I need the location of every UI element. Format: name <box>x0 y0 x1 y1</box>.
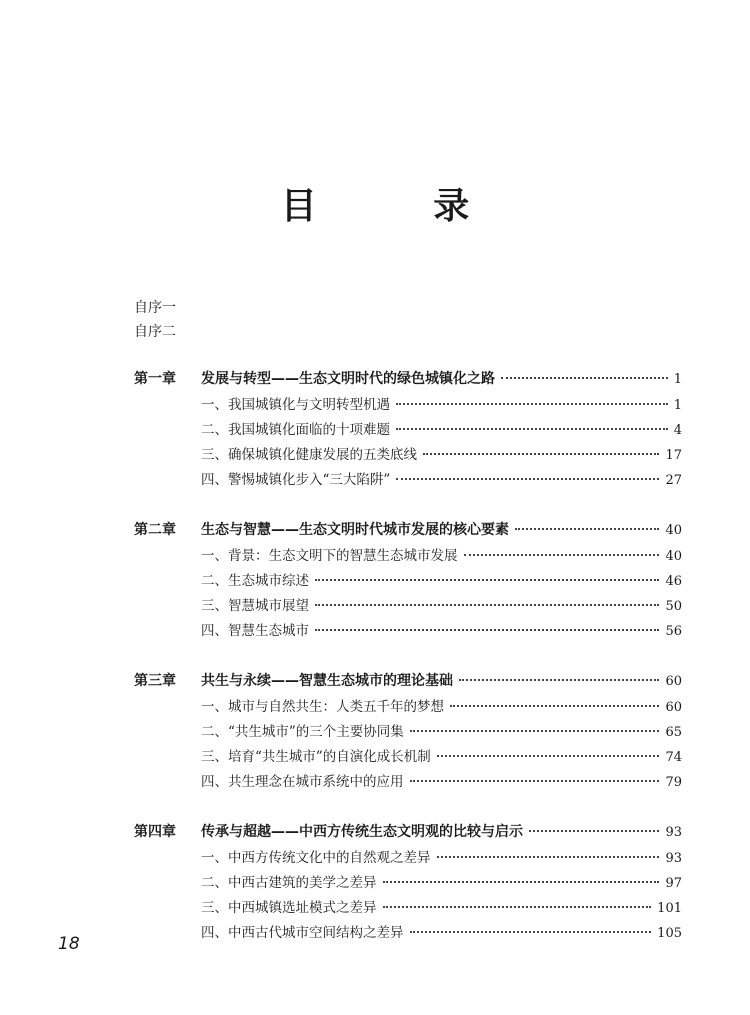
section-entry[interactable] <box>134 770 682 795</box>
chapter-entry[interactable] <box>134 821 682 846</box>
chapter-title: 共生与永续——智慧生态城市的理论基础 <box>201 673 453 689</box>
section-title: 一、我国城镇化与文明转型机遇 <box>201 397 390 413</box>
section-page: 50 <box>665 599 682 614</box>
leader-dots <box>383 906 652 908</box>
section-page: 97 <box>665 876 682 891</box>
chapter-page: 1 <box>673 372 682 387</box>
leader-dots <box>315 604 659 606</box>
section-page: 4 <box>673 423 682 438</box>
chapter-title: 传承与超越——中西方传统生态文明观的比较与启示 <box>201 824 523 840</box>
section-entry[interactable] <box>134 544 682 569</box>
leader-dots <box>315 579 659 581</box>
section-title: 三、确保城镇化健康发展的五类底线 <box>201 447 417 463</box>
section-entry[interactable] <box>134 468 682 493</box>
section-page: 46 <box>665 574 682 589</box>
section-title: 二、中西古建筑的美学之差异 <box>201 875 377 891</box>
section-entry[interactable] <box>134 846 682 871</box>
leader-dots <box>459 679 659 681</box>
section-page: 56 <box>665 624 682 639</box>
section-page: 74 <box>665 750 682 765</box>
chapter-title: 发展与转型——生态文明时代的绿色城镇化之路 <box>201 371 495 387</box>
preface-list <box>134 296 176 344</box>
section-entry[interactable] <box>134 569 682 594</box>
section-page: 1 <box>673 398 682 413</box>
leader-dots <box>515 528 659 530</box>
chapter-entry[interactable] <box>134 519 682 544</box>
section-entry[interactable] <box>134 921 682 946</box>
section-entry[interactable] <box>134 393 682 418</box>
section-page: 27 <box>665 473 682 488</box>
leader-dots <box>383 881 660 883</box>
chapter-number: 第四章 <box>134 824 176 840</box>
chapter-block <box>134 368 682 493</box>
section-entry[interactable] <box>134 443 682 468</box>
section-entry[interactable] <box>134 695 682 720</box>
section-title: 二、“共生城市”的三个主要协同集 <box>201 724 404 740</box>
preface-item: 自序二 <box>134 324 176 340</box>
chapter-title: 生态与智慧——生态文明时代城市发展的核心要素 <box>201 522 509 538</box>
section-title: 四、中西古代城市空间结构之差异 <box>201 925 404 941</box>
leader-dots <box>396 478 659 480</box>
leader-dots <box>437 856 660 858</box>
chapter-page: 60 <box>665 674 682 689</box>
section-title: 三、中西城镇选址模式之差异 <box>201 900 377 916</box>
leader-dots <box>396 428 668 430</box>
section-title: 三、智慧城市展望 <box>201 598 309 614</box>
section-page: 65 <box>665 725 682 740</box>
leader-dots <box>423 453 659 455</box>
chapter-entry[interactable] <box>134 670 682 695</box>
section-entry[interactable] <box>134 896 682 921</box>
leader-dots <box>410 730 660 732</box>
section-entry[interactable] <box>134 418 682 443</box>
chapter-page: 93 <box>665 825 682 840</box>
leader-dots <box>410 931 652 933</box>
leader-dots <box>464 554 660 556</box>
section-title: 三、培育“共生城市”的自演化成长机制 <box>201 749 431 765</box>
section-title: 二、我国城镇化面临的十项难题 <box>201 422 390 438</box>
section-title: 一、中西方传统文化中的自然观之差异 <box>201 850 431 866</box>
leader-dots <box>315 629 659 631</box>
section-entry[interactable] <box>134 720 682 745</box>
section-page: 40 <box>665 549 682 564</box>
chapter-entry[interactable] <box>134 368 682 393</box>
section-page: 60 <box>665 700 682 715</box>
section-title: 四、共生理念在城市系统中的应用 <box>201 774 404 790</box>
chapter-number: 第二章 <box>134 522 176 538</box>
section-page: 79 <box>665 775 682 790</box>
chapter-block <box>134 821 682 946</box>
table-of-contents <box>134 368 682 972</box>
section-entry[interactable] <box>134 594 682 619</box>
chapter-block <box>134 670 682 795</box>
section-title: 一、城市与自然共生：人类五千年的梦想 <box>201 699 444 715</box>
leader-dots <box>529 830 659 832</box>
section-page: 17 <box>665 448 682 463</box>
preface-item: 自序一 <box>134 300 176 316</box>
section-title: 一、背景：生态文明下的智慧生态城市发展 <box>201 548 458 564</box>
leader-dots <box>437 755 660 757</box>
section-entry[interactable] <box>134 871 682 896</box>
chapter-number: 第三章 <box>134 673 176 689</box>
leader-dots <box>501 377 668 379</box>
section-page: 101 <box>657 901 682 916</box>
leader-dots <box>450 705 659 707</box>
page-title: 目 录 <box>280 186 522 227</box>
section-entry[interactable] <box>134 619 682 644</box>
chapter-page: 40 <box>665 523 682 538</box>
section-page: 105 <box>657 926 682 941</box>
section-title: 四、警惕城镇化步入“三大陷阱” <box>201 472 391 488</box>
page-number: 18 <box>58 934 80 954</box>
leader-dots <box>396 403 668 405</box>
section-entry[interactable] <box>134 745 682 770</box>
section-title: 二、生态城市综述 <box>201 573 309 589</box>
section-title: 四、智慧生态城市 <box>201 623 309 639</box>
chapter-number: 第一章 <box>134 371 176 387</box>
leader-dots <box>410 780 660 782</box>
chapter-block <box>134 519 682 644</box>
section-page: 93 <box>665 851 682 866</box>
